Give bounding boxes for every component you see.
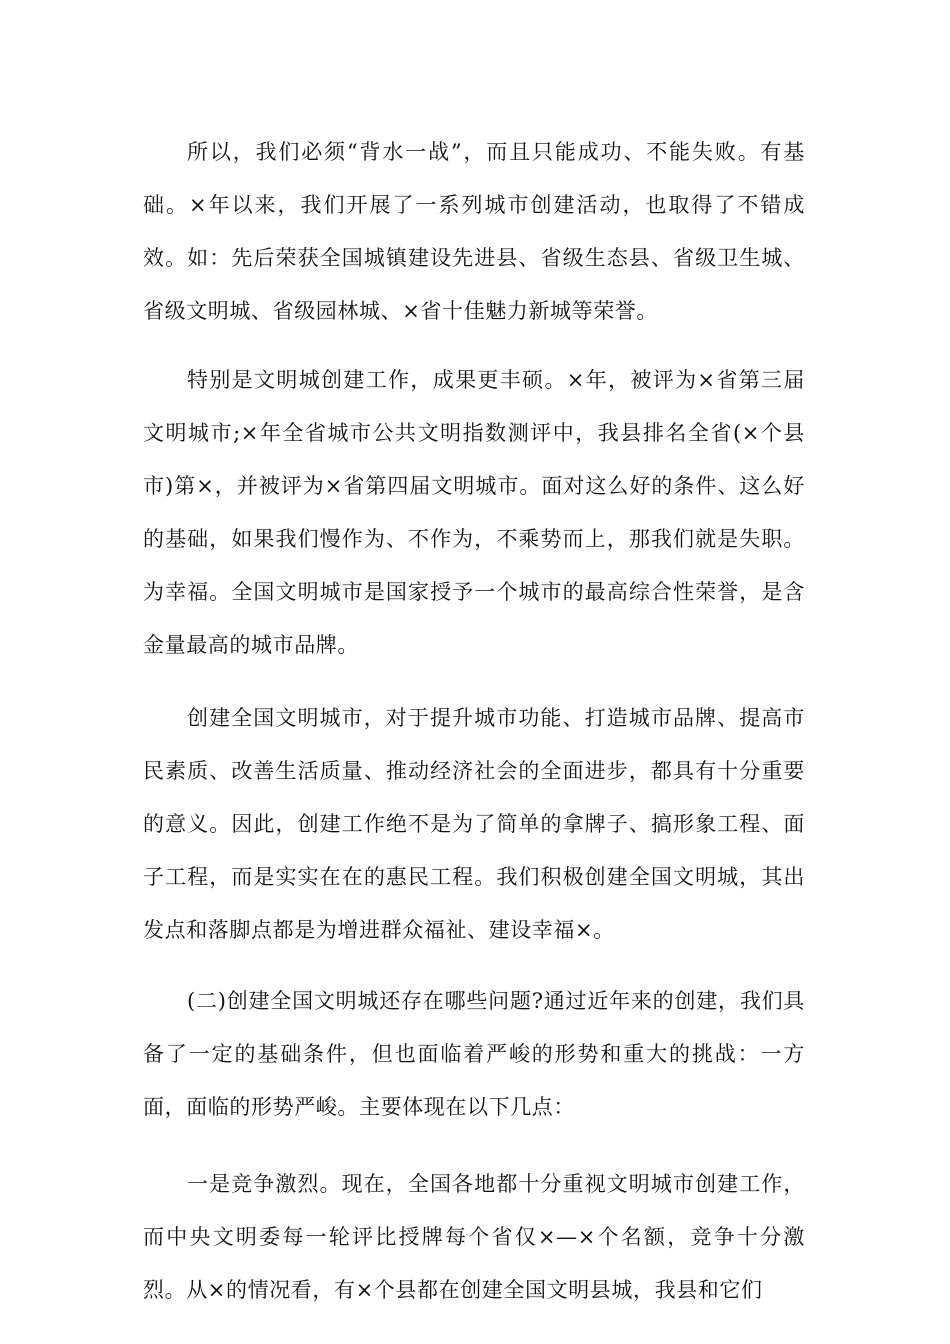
paragraph-1: 所以，我们必须“背水一战”，而且只能成功、不能失败。有基础。×年以来，我们开展了一系列城市创建活动，也取得了不错成效。如：先后荣获全国城镇建设先进县、省级生态县、省级卫生城、省级文明城、省级园林城、×省十佳魅力新城等荣誉。 — [143, 140, 805, 323]
paragraph-2: 特别是文明城创建工作，成果更丰硕。×年，被评为×省第三届文明城市;×年全省城市公共文明指数测评中，我县排名全省(×个县市)第×，并被评为×省第四届文明城市。面对这么好的条件、这么好的基础，如果我们慢作为、不作为，不乘势而上，那我们就是失职。为幸福。全国文明城市是国家授予一个城市的最高综合性荣誉，是含金量最高的城市品牌。 — [143, 368, 805, 657]
paragraph-4: (二)创建全国文明城还存在哪些问题?通过近年来的创建，我们具备了一定的基础条件，但也面临着严峻的形势和重大的挑战：一方面，面临的形势严峻。主要体现在以下几点： — [143, 989, 805, 1119]
paragraph-5: 一是竞争激烈。现在，全国各地都十分重视文明城市创建工作，而中央文明委每一轮评比授牌每个省仅×—×个名额，竞争十分激烈。从×的情况看，有×个县都在创建全国文明县城，我县和它们 — [143, 1172, 805, 1302]
document-body — [143, 126, 805, 1343]
paragraph-3: 创建全国文明城市，对于提升城市功能、打造城市品牌、提高市民素质、改善生活质量、推动经济社会的全面进步，都具有十分重要的意义。因此，创建工作绝不是为了简单的拿牌子、搞形象工程、面子工程，而是实实在在的惠民工程。我们积极创建全国文明城，其出发点和落脚点都是为增进群众福祉、建设幸福×。 — [143, 706, 805, 942]
